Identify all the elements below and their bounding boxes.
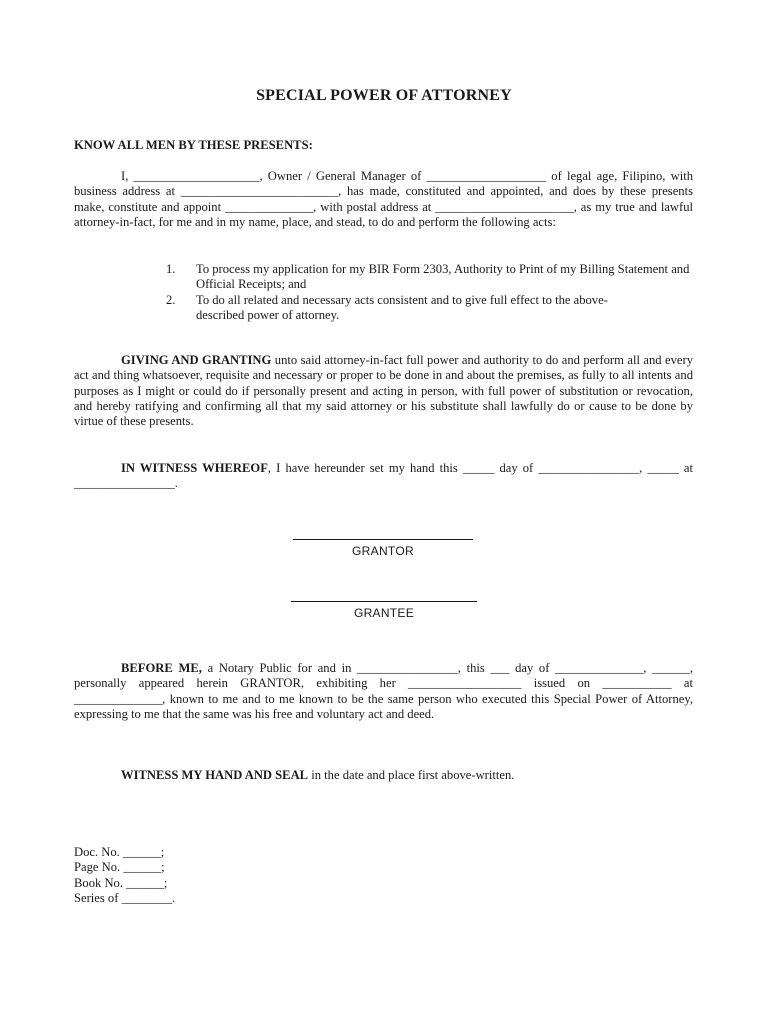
act-number-2: 2.	[166, 292, 176, 307]
grantee-signature-block	[291, 601, 477, 621]
act-text-2: To do all related and necessary acts consistent and to give full effect to the above-described power of attorney.	[196, 292, 608, 322]
grantor-label: GRANTOR	[352, 544, 414, 558]
act-text-1: To process my application for my BIR Form 2303, Authority to Print of my Billing Statement and Official Receipts; and	[196, 262, 690, 292]
page-no-entry: Page No. ______;	[74, 860, 165, 875]
grantor-signature-line	[293, 539, 473, 540]
doc-no-entry: Doc. No. ______;	[74, 845, 165, 859]
act-number-1: 1.	[166, 262, 176, 276]
giving-granting-lead: GIVING AND GRANTING	[121, 353, 272, 367]
intro-paragraph: I, ____________________, Owner / General Manager of ___________________ of legal age, Filipino, with business address at _________________________, has made, constituted and appointed, and does by these presents make, constitute and appoint ______________, with postal address at ______________________, as my true and lawful attorney-in-fact, for me and in my name, place, and stead, to do and perform the following acts:	[74, 169, 693, 229]
know-all-heading: KNOW ALL MEN BY THESE PRESENTS:	[74, 138, 313, 152]
series-entry: Series of ________.	[74, 891, 176, 906]
grantee-signature-line	[291, 601, 477, 602]
before-me-text: a Notary Public for and in ________________, this ___ day of ______________, ______, personally appeared herein GRANTOR, exhibiting her __________________ issued on ___________ at ______________, known to me and to me known to be the same person who executed this Special Power of Attorney, expressing to me that the same was his free and voluntary act and deed.	[74, 661, 694, 721]
notary-register	[74, 845, 175, 907]
in-witness-text: , I have hereunder set my hand this _____ day of ________________, _____ at ________________.	[74, 461, 693, 491]
act-item-2	[166, 293, 636, 324]
witness-seal-text: in the date and place first above-written.	[308, 768, 515, 782]
witness-seal-paragraph	[74, 768, 693, 783]
act-item-1	[166, 262, 693, 293]
before-me-paragraph	[74, 661, 693, 722]
giving-granting-paragraph	[74, 353, 693, 429]
book-no-entry: Book No. ______;	[74, 875, 168, 890]
document-title: SPECIAL POWER OF ATTORNEY	[256, 87, 512, 104]
grantee-label: GRANTEE	[353, 606, 415, 620]
in-witness-paragraph	[74, 461, 693, 492]
witness-seal-lead: WITNESS MY HAND AND SEAL	[121, 768, 309, 782]
acts-list	[166, 262, 693, 323]
giving-granting-text: unto said attorney-in-fact full power and authority to do and perform all and every act and thing whatsoever, requisite and necessary or proper to be done in and about the premises, as fully to all intents and purposes as I might or could do if personally present and acting in person, with full power of substitution or revocation, and hereby ratifying and confirming all that my said attorney or his substitute shall lawfully do or cause to be done by virtue of these presents.	[74, 353, 693, 429]
grantor-signature-block	[293, 539, 473, 559]
before-me-lead: BEFORE ME,	[121, 661, 202, 675]
in-witness-lead: IN WITNESS WHEREOF	[121, 461, 268, 475]
